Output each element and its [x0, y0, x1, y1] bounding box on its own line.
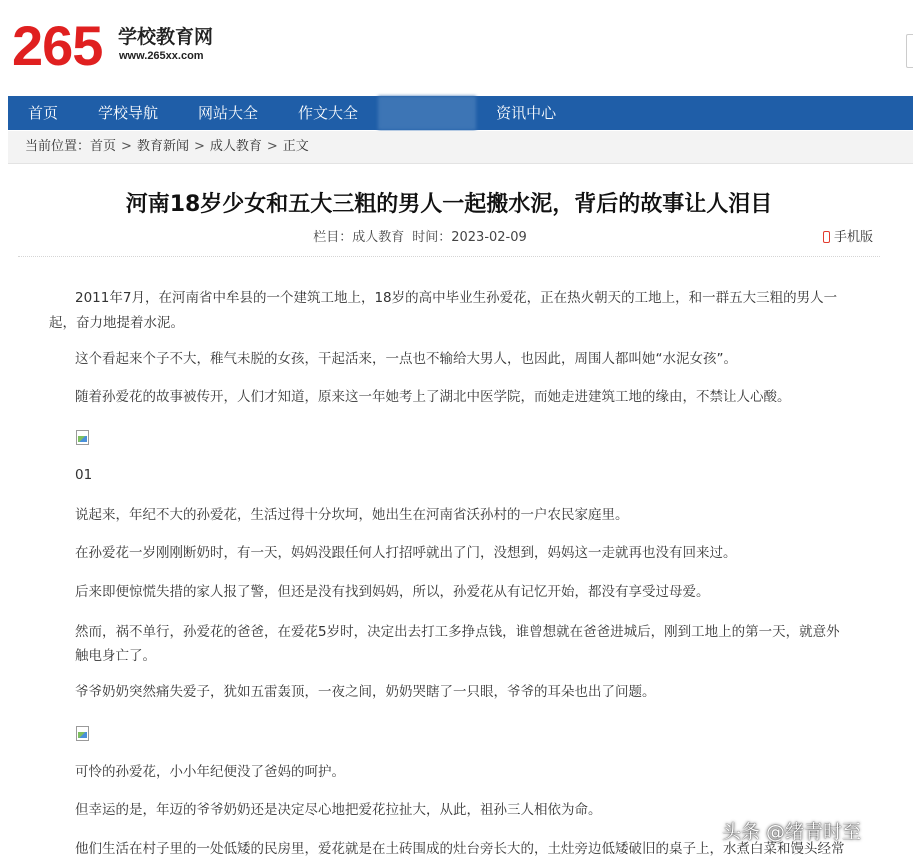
paragraph-8: 爷爷奶奶突然痛失爱子，犹如五雷轰顶，一夜之间，奶奶哭瞎了一只眼，爷爷的耳朵也出了问题。 — [75, 684, 656, 700]
nav-item-school-nav[interactable]: 学校导航 — [98, 104, 159, 122]
paragraph-2: 这个看起来个子不大，稚气未脱的女孩，干起活来，一点也不输给大男人，也因此，周围人都叫她“水泥女孩”。 — [75, 351, 737, 367]
logo-site-name: 学校教育网 — [118, 26, 214, 48]
publish-time: 2023-02-09 — [451, 230, 527, 245]
paragraph-11: 他们生活在村子里的一处低矮的民房里，爱花就是在土砖围成的灶台旁长大的，土灶旁边低矮破旧的桌子上，水煮白菜和馒头经常 — [75, 841, 845, 857]
paragraph-7: 然而，祸不单行，孙爱花的爸爸，在爱花5岁时，决定出去打工多挣点钱，谁曾想就在爸爸进城后，刚到工地上的第一天，就意外 — [75, 624, 840, 640]
breadcrumb-home[interactable]: 首页 — [90, 139, 117, 154]
breadcrumb-lead: 当前位置： — [25, 139, 91, 154]
paragraph-4: 说起来，年纪不大的孙爱花，生活过得十分坎坷，她出生在河南省沃孙村的一户农民家庭里。 — [75, 507, 629, 523]
source-watermark: 头条 @绪青时至 — [722, 821, 862, 843]
nav-item-news-center[interactable]: 资讯中心 — [496, 104, 557, 122]
paragraph-6: 后来即便惊慌失措的家人报了警，但还是没有找到妈妈，所以，孙爱花从有记忆开始，都没有享受过母爱。 — [75, 584, 710, 600]
paragraph-7-continued: 触电身亡了。 — [75, 648, 156, 664]
paragraph-9: 可怜的孙爱花，小小年纪便没了爸妈的呵护。 — [75, 764, 345, 780]
header-side-widget — [906, 34, 913, 68]
column-link[interactable]: 成人教育 — [352, 230, 405, 245]
nav-item-essays[interactable]: 作文大全 — [298, 104, 359, 122]
breadcrumb-separator: > — [193, 139, 205, 154]
logo-url: www.265xx.com — [119, 50, 204, 62]
breadcrumb-adult-education[interactable]: 成人教育 — [209, 139, 262, 154]
time-label: 时间： — [412, 230, 452, 245]
nav-item-home[interactable]: 首页 — [28, 104, 59, 122]
mobile-version-label: 手机版 — [834, 230, 874, 245]
paragraph-1: 2011年7月，在河南省中牟县的一个建筑工地上，18岁的高中毕业生孙爱花，正在热火朝天的工地上，和一群五大三粗的男人一 — [75, 290, 838, 306]
breadcrumb-separator: > — [266, 139, 278, 154]
title-divider — [18, 256, 880, 257]
broken-image-icon — [75, 726, 91, 742]
logo-number: 265 — [12, 14, 103, 77]
article-meta — [0, 229, 840, 247]
article-title: 河南18岁少女和五大三粗的男人一起搬水泥，背后的故事让人泪目 — [125, 192, 773, 217]
mobile-version-link[interactable] — [823, 229, 873, 247]
column-label: 栏目： — [313, 230, 353, 245]
paragraph-3: 随着孙爱花的故事被传开，人们才知道，原来这一年她考上了湖北中医学院，而她走进建筑工地的缘由，不禁让人心酸。 — [75, 389, 791, 405]
section-number: 01 — [75, 467, 93, 483]
broken-image-icon — [75, 430, 91, 446]
phone-icon — [823, 231, 830, 243]
paragraph-10: 但幸运的是，年迈的爷爷奶奶还是决定尽心地把爱花拉扯大，从此，祖孙三人相依为命。 — [75, 802, 602, 818]
nav-item-site-directory[interactable]: 网站大全 — [198, 104, 259, 122]
breadcrumb — [8, 131, 913, 164]
paragraph-1-continued: 起，奋力地提着水泥。 — [49, 315, 184, 331]
breadcrumb-current: 正文 — [282, 139, 309, 154]
breadcrumb-separator: > — [121, 139, 132, 154]
paragraph-5: 在孙爱花一岁刚刚断奶时，有一天，妈妈没跟任何人打招呼就出了门，没想到，妈妈这一走就再也没有回来过。 — [75, 545, 737, 561]
main-nav — [8, 96, 913, 130]
nav-item-obscured[interactable] — [378, 96, 476, 130]
breadcrumb-education-news[interactable]: 教育新闻 — [136, 139, 189, 154]
